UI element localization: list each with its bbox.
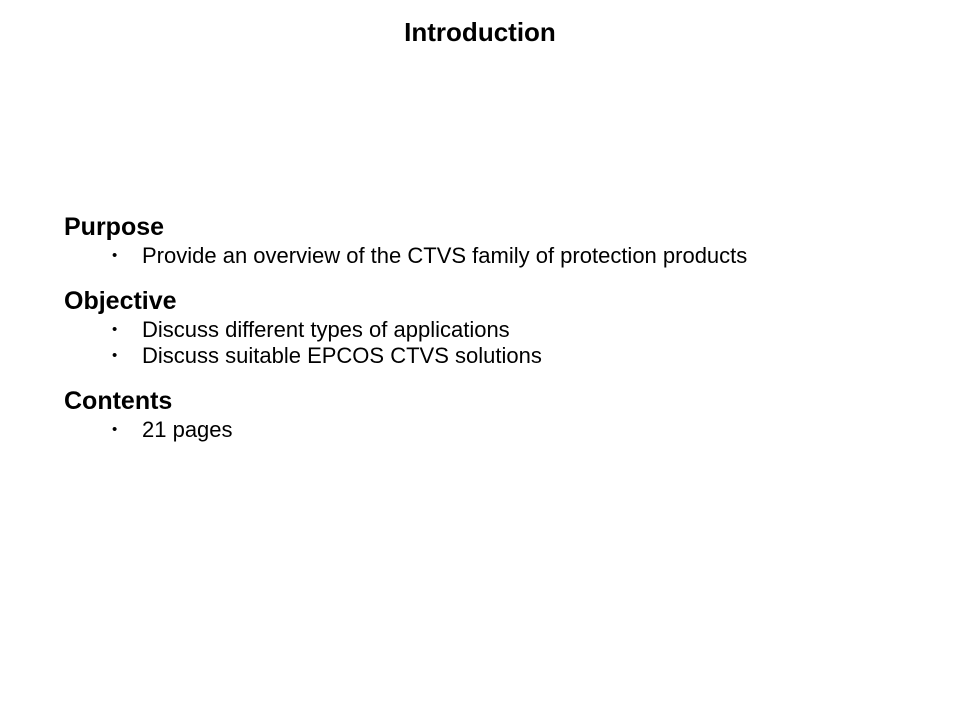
- bullet-item: [64, 343, 944, 369]
- slide-content: [64, 212, 944, 460]
- bullet-item: [64, 417, 944, 443]
- bullet-list: [64, 417, 944, 443]
- slide-title: Introduction: [404, 17, 556, 47]
- bullet-list: [64, 317, 944, 369]
- bullet-icon: •: [112, 347, 118, 364]
- bullet-text: Discuss suitable EPCOS CTVS solutions: [142, 343, 542, 368]
- bullet-text: Discuss different types of applications: [142, 317, 510, 342]
- bullet-item: [64, 317, 944, 343]
- bullet-item: [64, 243, 944, 269]
- bullet-icon: •: [112, 421, 118, 438]
- bullet-text: 21 pages: [142, 417, 233, 442]
- section-heading: Purpose: [64, 213, 165, 241]
- section-heading: Contents: [64, 387, 173, 415]
- bullet-list: [64, 243, 944, 269]
- bullet-icon: •: [112, 247, 118, 264]
- section-purpose: [64, 212, 944, 269]
- section-objective: [64, 286, 944, 369]
- section-heading: Objective: [64, 287, 177, 315]
- bullet-icon: •: [112, 321, 118, 338]
- section-contents: [64, 386, 944, 443]
- bullet-text: Provide an overview of the CTVS family of protection products: [142, 243, 748, 268]
